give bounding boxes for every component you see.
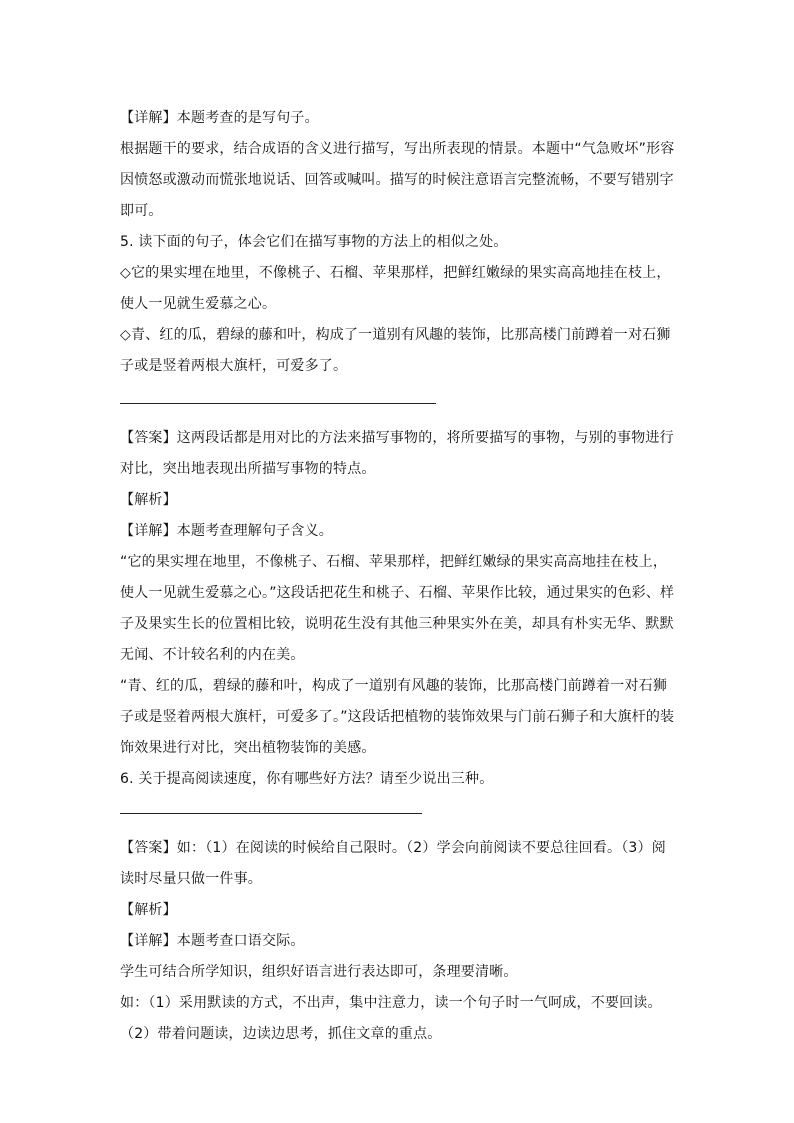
- explanation-6-paragraph-2: 如：（1）采用默读的方式，不出声，集中注意力，读一个句子时一气呵成，不要回读。: [120, 995, 662, 1011]
- analysis-label-5: 【解析】: [120, 492, 177, 508]
- analysis-label-6: 【解析】: [120, 902, 177, 918]
- detail-6: 【详解】本题考查口语交际。: [120, 933, 305, 949]
- explanation-6-paragraph-3: （2）带着问题读，边读边思考，抓住文章的重点。: [120, 1026, 442, 1042]
- explanation-5-paragraph-2: “青、红的瓜，碧绿的藤和叶，构成了一道别有风趣的装饰，比那高楼门前蹲着一对石狮子或是竖着两根大旗杆，可爱多了。”这段话把植物的装饰效果与门前石狮子和大旗杆的装饰效果进行对比，突出植物装饰的美感。: [120, 678, 675, 756]
- answer-6: 【答案】如：（1）在阅读的时候给自己限时。（2）学会向前阅读不要总往回看。（3）阅读时尽量只做一件事。: [120, 840, 666, 887]
- quote-sentence-2: ◇青、红的瓜，碧绿的藤和叶，构成了一道别有风趣的装饰，比那高楼门前蹲着一对石狮子或是竖着两根大旗杆，可爱多了。: [120, 327, 671, 374]
- answer-blank-line: [120, 813, 422, 814]
- detail-paragraph: 根据题干的要求，结合成语的含义进行描写，写出所表现的情景。本题中“气急败坏”形容因愤怒或激动而慌张地说话、回答或喊叫。描写的时候注意语言完整流畅，不要写错别字即可。: [120, 141, 675, 219]
- answer-blank-line: [120, 403, 436, 404]
- question-5: 5. 读下面的句子，体会它们在描写事物的方法上的相似之处。: [120, 234, 508, 250]
- quote-sentence-1: ◇它的果实埋在地里，不像桃子、石榴、苹果那样，把鲜红嫩绿的果实高高地挂在枝上，使人一见就生爱慕之心。: [120, 265, 671, 312]
- document-content: [120, 103, 680, 1050]
- detail-5: 【详解】本题考查理解句子含义。: [120, 523, 333, 539]
- explanation-5-paragraph-1: “它的果实埋在地里，不像桃子、石榴、苹果那样，把鲜红嫩绿的果实高高地挂在枝上，使人一见就生爱慕之心。”这段话把花生和桃子、石榴、苹果作比较，通过果实的色彩、样子及果实生长的位置相比较，说明花生没有其他三种果实外在美，却具有朴实无华、默默无闻、不计较名利的内在美。: [120, 554, 675, 663]
- explanation-6-paragraph-1: 学生可结合所学知识，组织好语言进行表达即可，条理要清晰。: [120, 964, 518, 980]
- answer-5: 【答案】这两段话都是用对比的方法来描写事物的，将所要描写的事物，与别的事物进行对比，突出地表现出所描写事物的特点。: [120, 430, 674, 477]
- detail-heading: 【详解】本题考查的是写句子。: [120, 110, 319, 126]
- question-6: 6. 关于提高阅读速度，你有哪些好方法？请至少说出三种。: [120, 771, 494, 787]
